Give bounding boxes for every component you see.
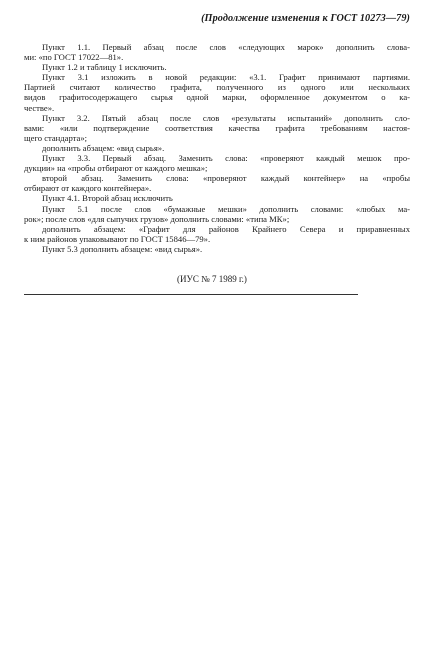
text-line: дополнить абзацем: «Графит для районов Крайнего Севера и приравненных	[42, 223, 410, 234]
text-line: видов графитосодержащего сырья одной марки, оформленное документом о ка-	[24, 92, 410, 103]
text-line: ми: «по ГОСТ 17022—81».	[24, 52, 124, 63]
text-line: Пункт 5.1 после слов «бумажные мешки» дополнить словами: «любых ма-	[42, 203, 410, 214]
text-line: честве».	[24, 102, 55, 113]
text-line: вами: «или подтверждение соответствия качества графита требованиям настоя-	[24, 122, 410, 133]
text-line: Пункт 1.1. Первый абзац после слов «следующих марок» дополнить слова-	[42, 42, 410, 52]
text-line: Пункт 5.3 дополнить абзацем: «вид сырья».	[42, 243, 203, 254]
document-body	[24, 42, 410, 254]
text-line: отбирают от каждого контейнера».	[24, 183, 152, 194]
text-line: Пункт 3.3. Первый абзац. Заменить слова: «проверяют каждый мешок про-	[42, 153, 410, 164]
text-line: рок»; после слов «для сыпучих грузов» дополнить словами: «типа МК»;	[24, 213, 290, 224]
text-line: к ним районов упаковывают по ГОСТ 15846—79».	[24, 233, 211, 244]
text-line: Пункт 3.2. Пятый абзац после слов «результаты испытаний» дополнить сло-	[42, 112, 410, 123]
text-line: Пункт 1.2 и таблицу 1 исключить.	[42, 62, 167, 73]
text-line: Пункт 4.1. Второй абзац исключить	[42, 193, 173, 204]
text-line: дополнить абзацем: «вид сырья».	[42, 142, 165, 153]
horizontal-rule	[24, 294, 358, 295]
text-line: Пункт 3.1 изложить в новой редакции: «3.1. Графит принимают партиями.	[42, 72, 410, 83]
text-line: Партией считают количество графита, полученного из одного или нескольких	[24, 82, 410, 93]
text-line: щего стандарта»;	[24, 132, 88, 143]
text-line: дукции» на «пробы отбирают от каждого мешка»;	[24, 163, 208, 174]
page-header: (Продолжение изменения к ГОСТ 10273—79)	[201, 13, 410, 24]
publication-reference: (ИУС № 7 1989 г.)	[177, 274, 247, 284]
text-line: второй абзац. Заменить слова: «проверяют каждый контейнер» на «пробы	[42, 173, 410, 184]
